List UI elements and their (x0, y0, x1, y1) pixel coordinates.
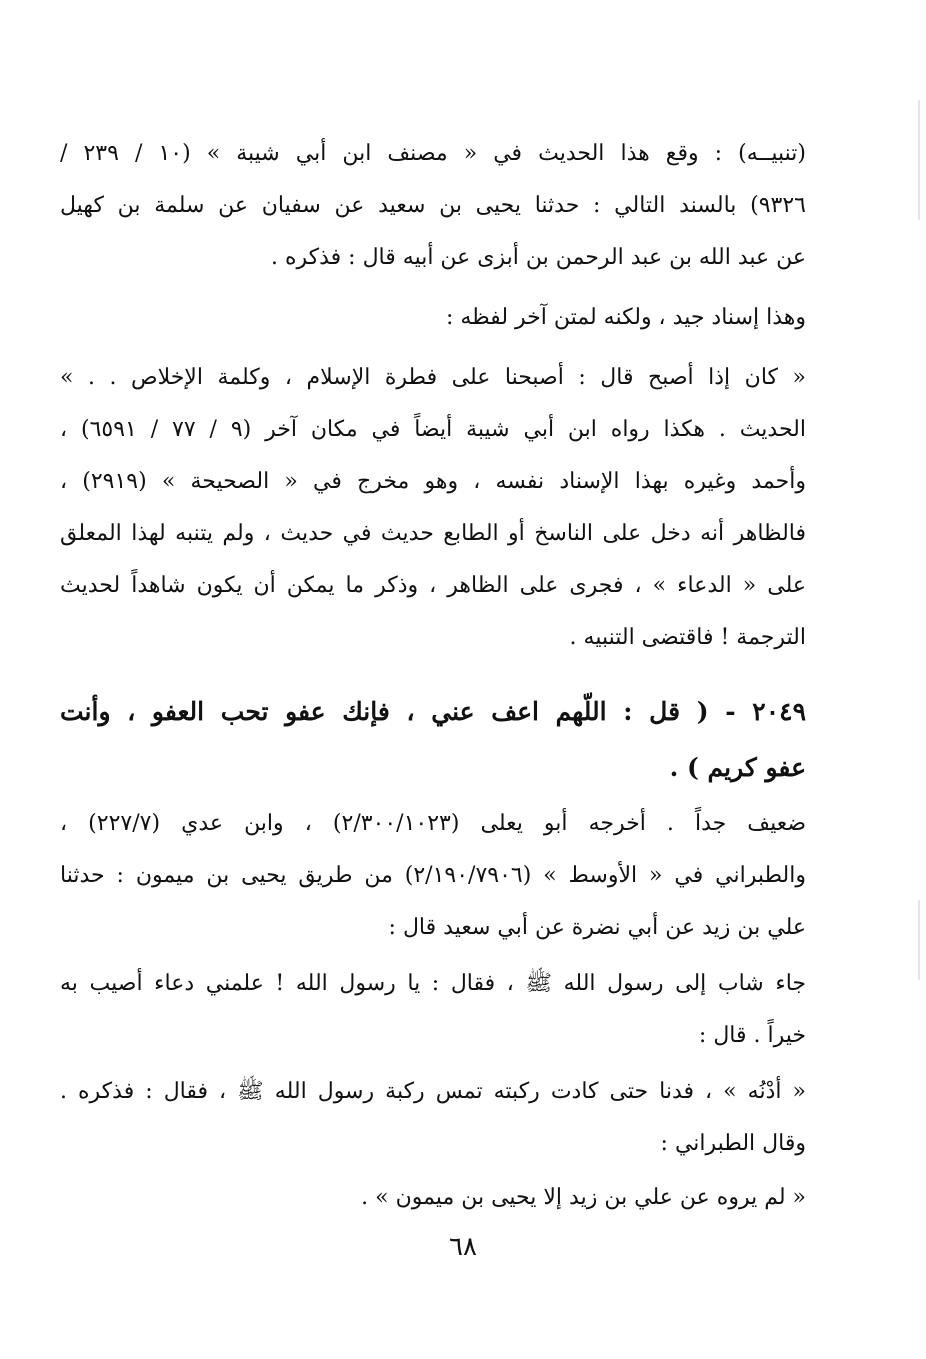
hadith-heading (60, 684, 806, 796)
story-line: خيراً . قال : (698, 1023, 806, 1048)
quote-line: على « الدعاء » ، فجرى على الظاهر ، وذكر ما يمكن أن يكون شاهداً لحديث (60, 573, 806, 598)
page-number: ٦٨ (449, 1232, 477, 1262)
adnuh-paragraph (60, 1066, 806, 1170)
tabarani-quote (60, 1172, 806, 1224)
note-line: ٩٣٢٦) بالسند التالي : حدثنا يحيى بن سعيد عن سفيان عن سلمة بن كهيل (60, 193, 806, 218)
quote-line: الترجمة ! فاقتضى التنبيه . (569, 625, 806, 650)
quote-line: « كان إذا أصبح قال : أصبحنا على فطرة الإسلام ، وكلمة الإخلاص . . » (60, 365, 806, 390)
isnad-line: وهذا إسناد جيد ، ولكنه لمتن آخر لفظه : (445, 305, 806, 330)
grading-line: ضعيف جداً . أخرجه أبو يعلى (٢/٣٠٠/١٠٢٣) ، وابن عدي (٢٢٧/٧) ، (60, 811, 807, 836)
quote-line: الحديث . هكذا رواه ابن أبي شيبة أيضاً في مكان آخر (٩ / ٧٧ / ٦٥٩١) ، (60, 417, 806, 442)
grading-paragraph (60, 798, 806, 954)
note-paragraph (60, 128, 806, 284)
isnad-paragraph (60, 292, 806, 344)
quote-paragraph (60, 352, 806, 664)
adnuh-line: « أدْنُه » ، فدنا حتى كادت ركبته تمس ركبة رسول الله ﷺ ، فقال : فذكره . (60, 1079, 806, 1104)
hadith-heading-line: عفو كريم ) . (669, 753, 806, 782)
note-line: (تنبيــه) : وقع هذا الحديث في « مصنف ابن أبي شيبة » (١٠ / ٢٣٩ / (60, 141, 807, 166)
tabarani-quote-line: « لم يروه عن علي بن زيد إلا يحيى بن ميمون » . (361, 1185, 806, 1210)
story-paragraph (60, 958, 806, 1062)
note-line: عن عبد الله بن عبد الرحمن بن أبزى عن أبيه قال : فذكره . (270, 245, 806, 270)
scan-edge-mark (918, 900, 920, 980)
story-line: جاء شاب إلى رسول الله ﷺ ، فقال : يا رسول الله ! علمني دعاء أصيب به (60, 971, 806, 996)
grading-line: علي بن زيد عن أبي نضرة عن أبي سعيد قال : (388, 915, 806, 940)
grading-line: والطبراني في « الأوسط » (٢/١٩٠/٧٩٠٦) من طريق يحيى بن ميمون : حدثنا (60, 863, 806, 888)
quote-line: فالظاهر أنه دخل على الناسخ أو الطابع حديث في حديث ، ولم يتنبه لهذا المعلق (60, 521, 806, 546)
quote-line: وأحمد وغيره بهذا الإسناد نفسه ، وهو مخرج في « الصحيحة » (٢٩١٩) ، (60, 469, 806, 494)
adnuh-line: وقال الطبراني : (660, 1131, 806, 1156)
scan-edge-mark (918, 100, 920, 220)
hadith-heading-line: ٢٠٤٩ - ( قل : اللّهم اعف عني ، فإنك عفو تحب العفو ، وأنت (60, 697, 806, 726)
